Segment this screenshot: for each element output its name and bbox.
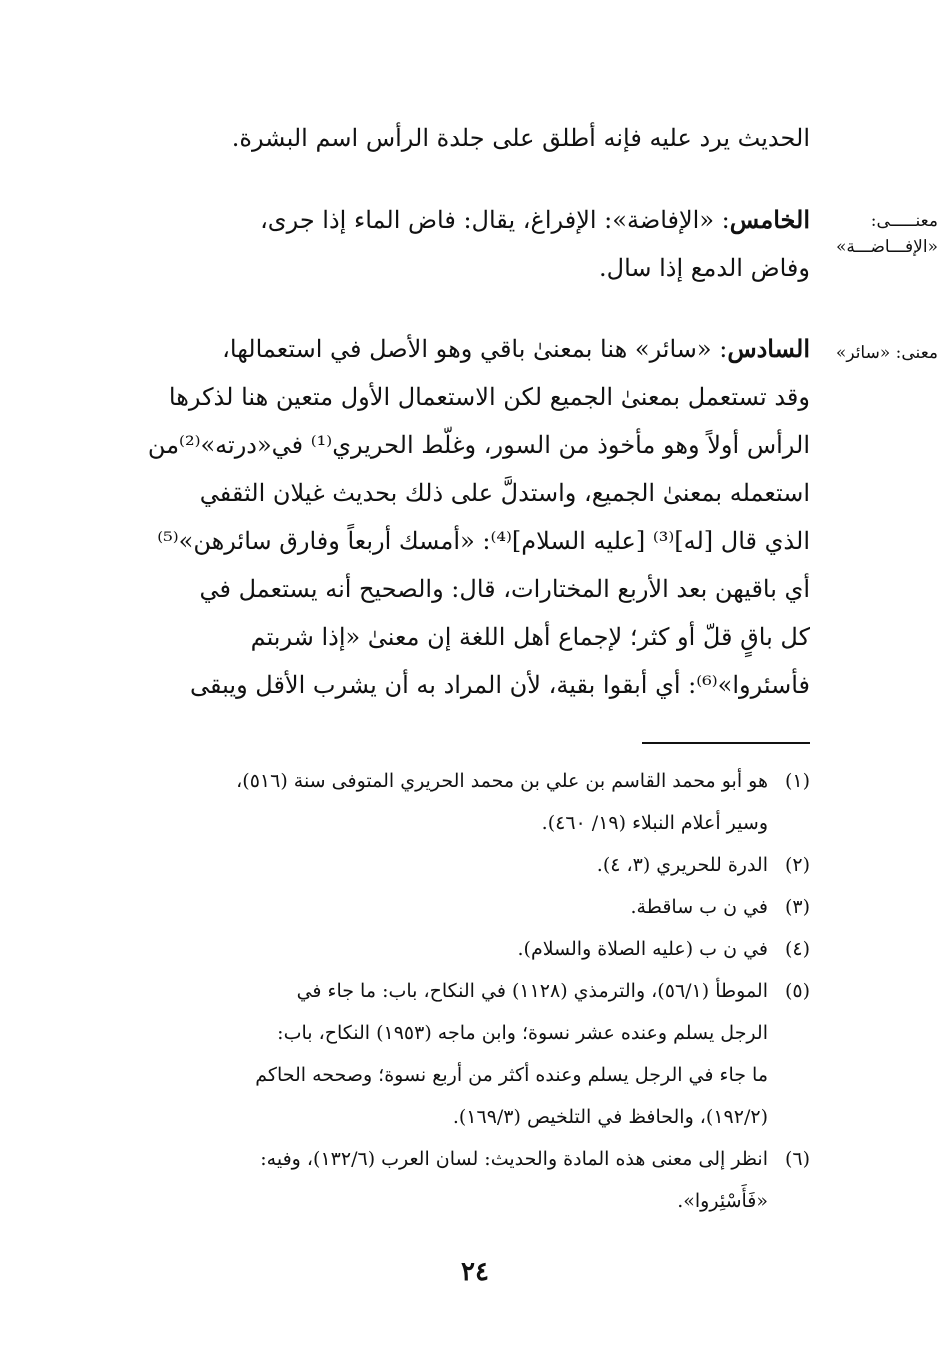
footnote	[140, 1138, 810, 1222]
footnote	[140, 970, 810, 1138]
paragraph-line: كل باقٍ قلّ أو كثر؛ لإجماع أهل اللغة إن معنىٰ «إذا شربتم	[250, 623, 810, 651]
footnote-number: (٦)	[784, 1148, 810, 1170]
paragraph-line: وفاض الدمع إذا سال.	[599, 254, 810, 282]
paragraph-line-text: : «سائر» هنا بمعنىٰ باقي وهو الأصل في استعمالها،	[222, 335, 728, 363]
paragraph-line: استعمله بمعنىٰ الجميع، واستدلَّ على ذلك بحديث غيلان الثقفي	[199, 479, 810, 507]
margin-note-line: معنى: «سائر»	[835, 343, 938, 363]
paragraph-1	[140, 114, 810, 162]
footnote	[140, 886, 810, 928]
footnote-number: (٤)	[784, 938, 810, 960]
page-number: ٢٤	[461, 1257, 489, 1287]
footnote-number: (٥)	[784, 980, 810, 1002]
footnote	[140, 844, 810, 886]
footnote-line: (١٩٢/٢)، والحافظ في التلخيص (١٦٩/٣).	[452, 1106, 768, 1128]
footnote-line: هو أبو محمد القاسم بن علي بن محمد الحريري المتوفى سنة (٥١٦)،	[236, 770, 768, 792]
footnote-line: في ن ب ساقطة.	[630, 896, 768, 918]
paragraph-3	[140, 325, 810, 709]
footnote-line: الدرة للحريري (٣، ٤).	[596, 854, 768, 876]
paragraph-2	[140, 196, 810, 292]
footnotes	[140, 760, 810, 1222]
margin-note-line: معنـــــى:	[870, 211, 938, 231]
paragraph-lead: السادس	[727, 334, 810, 363]
footnote	[140, 928, 810, 970]
footnote-number: (٢)	[784, 854, 810, 876]
footnote-line: الرجل يسلم وعنده عشر نسوة؛ وابن ماجه (١٩٥٣) النكاح، باب:	[277, 1022, 768, 1044]
paragraph-line-text: : «الإفاضة»: الإفراغ، يقال: فاض الماء إذا جرى،	[260, 206, 730, 234]
paragraph-line: الذي قال [له]⁽³⁾ [عليه السلام]⁽⁴⁾: «أمسك أربعاً وفارق سائرهن»⁽⁵⁾	[157, 527, 810, 555]
paragraph-lead: الخامس	[729, 205, 810, 234]
footnote-line: في ن ب (عليه الصلاة والسلام).	[517, 938, 768, 960]
margin-note-sair	[820, 340, 938, 366]
footnote-line: وسير أعلام النبلاء (١٩/ ٤٦٠).	[541, 812, 768, 834]
paragraph-line: وقد تستعمل بمعنىٰ الجميع لكن الاستعمال الأول متعين هنا لذكرها	[168, 383, 810, 411]
paragraph-line: فأسئروا»⁽⁶⁾: أي أبقوا بقية، لأن المراد به أن يشرب الأقل ويبقى	[190, 671, 810, 699]
margin-note-line: «الإفـــاضـــة»	[836, 237, 938, 257]
footnote-number: (٣)	[784, 896, 810, 918]
footnote-line: الموطأ (٥٦/١)، والترمذي (١١٢٨) في النكاح، باب: ما جاء في	[296, 980, 768, 1002]
paragraph-line	[140, 325, 810, 373]
footnote-line: ما جاء في الرجل يسلم وعنده أكثر من أربع نسوة؛ وصححه الحاكم	[255, 1064, 768, 1086]
footnote-line: «فَأَسْئِروا».	[677, 1190, 768, 1212]
margin-note-ifada	[820, 208, 938, 260]
paragraph-line: الرأس أولاً وهو مأخوذ من السور، وغلّط الحريري⁽¹⁾ في«درته»⁽²⁾من	[147, 431, 810, 459]
footnote	[140, 760, 810, 844]
footnote-line: انظر إلى معنى هذه المادة والحديث: لسان العرب (١٣٢/٦)، وفيه:	[260, 1148, 768, 1170]
paragraph-line: الحديث يرد عليه فإنه أطلق على جلدة الرأس اسم البشرة.	[231, 124, 810, 152]
paragraph-line	[140, 196, 810, 244]
paragraph-line: أي باقيهن بعد الأربع المختارات، قال: والصحيح أنه يستعمل في	[199, 575, 810, 603]
footnote-number: (١)	[784, 770, 810, 792]
footnote-separator	[642, 742, 810, 744]
